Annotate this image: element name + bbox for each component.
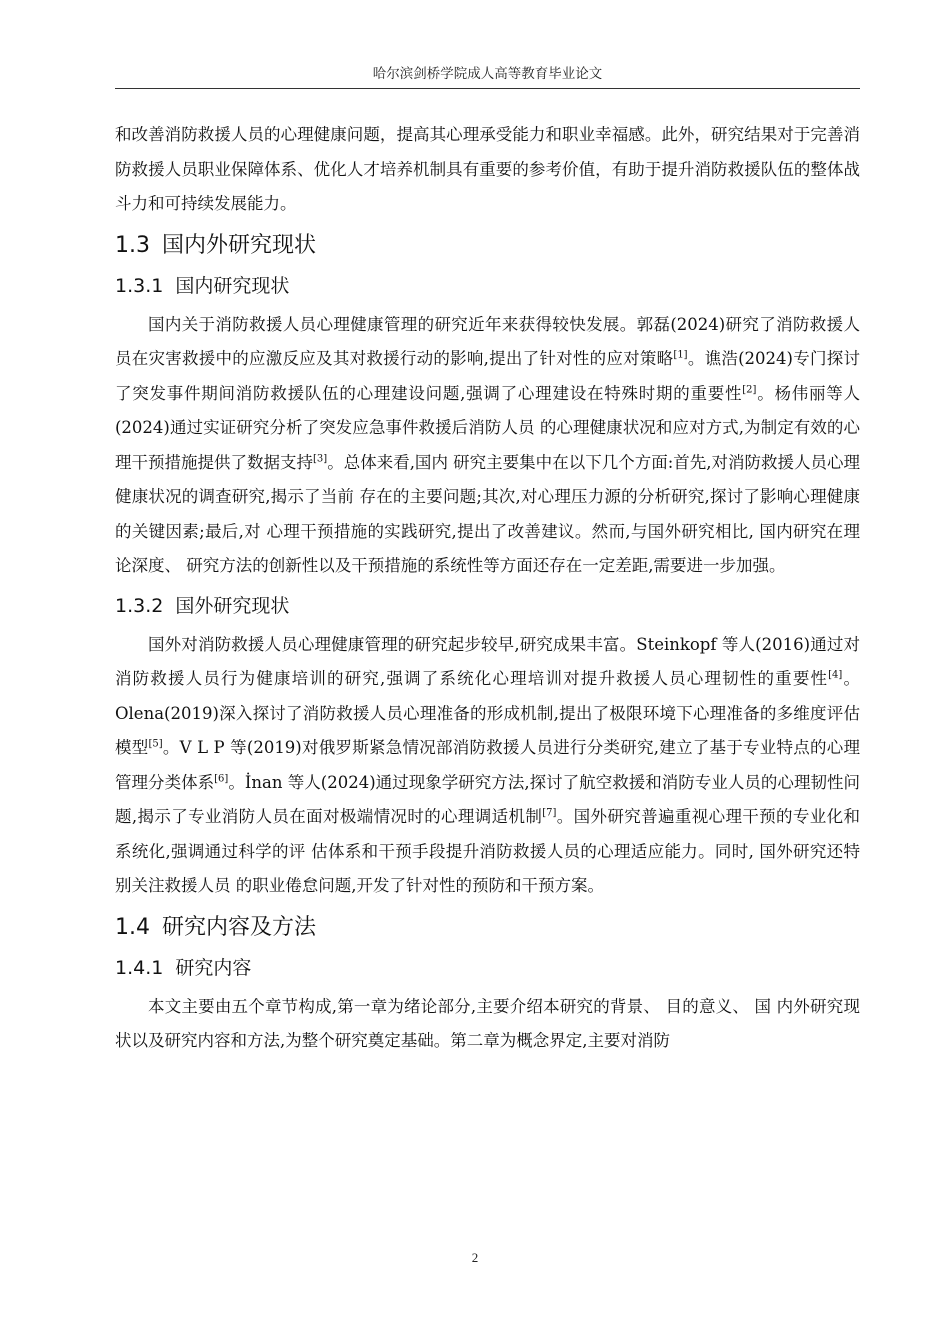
text-run: 。V L P 等(2019)对俄罗斯紧急情况部消防救援人员进行分类研究,建立了基于专业特点的心理管理分类体系 [115,738,860,792]
citation-ref: [1] [673,349,688,361]
section-title: 国内外研究现状 [162,232,317,258]
page-header: 哈尔滨剑桥学院成人高等教育毕业论文 [115,62,860,89]
page-content [115,118,860,1059]
section-heading-1-3 [115,228,860,264]
subsection-number: 1.4.1 [115,956,164,979]
section-number: 1.4 [115,914,150,940]
citation-ref: [7] [542,807,557,819]
citation-ref: [5] [148,738,163,750]
section-title: 研究内容及方法 [162,914,317,940]
subsection-heading-1-3-1 [115,268,860,304]
intro-paragraph: 和改善消防救援人员的心理健康问题，提高其心理承受能力和职业幸福感。此外，研究结果对于完善消防救援人员职业保障体系、优化人才培养机制具有重要的参考价值，有助于提升消防救援队伍的整体战斗力和可持续发展能力。 [115,125,860,213]
subsection-number: 1.3.1 [115,274,164,297]
section-number: 1.3 [115,232,150,258]
text-run: 。谯浩(2024)专门探讨了突发事件期间消防救援队伍的心理建设问题,强调了心理建设在特殊时期的重要性 [115,349,860,403]
subsection-heading-1-3-2 [115,588,860,624]
research-content-paragraph: 本文主要由五个章节构成,第一章为绪论部分,主要介绍本研究的背景、 目的意义、 国 内外研究现状以及研究内容和方法,为整个研究奠定基础。第二章为概念界定,主要对消防 [115,996,860,1050]
text-run: 。杨伟丽等人(2024)通过实证研究分析了突发应急事件救援后消防人员 的心理健康状况和应对方式,为制定有效的心理干预措施提供了数据支持 [115,383,860,472]
page-number: 2 [471,1250,479,1265]
text-run: 。İnan 等人(2024)通过现象学研究方法,探讨了航空救援和消防专业人员的心理韧性问题,揭示了专业消防人员在面对极端情况时的心理调适机制 [115,772,861,826]
subsection-title: 国外研究现状 [175,594,290,617]
text-run: 。总体来看,国内 研究主要集中在以下几个方面:首先,对消防救援人员心理健康状况的调查研究,揭示了当前 存在的主要问题;其次,对心理压力源的分析研究,探讨了影响心理健康的关键因素;最后,对 心理干预措施的实践研究,提出了改善建议。然而,与国外研究相比, 国内研究在理论深度、 研究方法的创新性以及干预措施的系统性等方面还存在一定差距,需要进一步加强。 [115,452,861,575]
subsection-heading-1-4-1 [115,950,860,986]
citation-ref: [2] [742,384,757,395]
citation-ref: [4] [828,669,843,681]
foreign-research-paragraph [115,628,860,904]
text-run: 国外对消防救援人员心理健康管理的研究起步较早,研究成果丰富。Steinkopf 等人(2016)通过对消防救援人员行为健康培训的研究,强调了系统化心理培训对提升救援人员心理韧性的重要性 [115,634,860,688]
text-run: 。Olena(2019)深入探讨了消防救援人员心理准备的形成机制,提出了极限环境下心理准备的多维度评估模型 [115,669,860,757]
subsection-title: 研究内容 [175,956,252,979]
text-run: 国内关于消防救援人员心理健康管理的研究近年来获得较快发展。郭磊(2024)研究了消防救援人员在灾害救援中的应激反应及其对救援行动的影响,提出了针对性的应对策略 [115,314,860,368]
section-heading-1-4 [115,910,860,946]
citation-ref: [6] [214,773,229,784]
domestic-research-paragraph [115,308,860,584]
citation-ref: [3] [313,453,328,464]
subsection-title: 国内研究现状 [175,274,290,297]
subsection-number: 1.3.2 [115,594,164,617]
text-run: 。国外研究普遍重视心理干预的专业化和系统化,强调通过科学的评 估体系和干预手段提升消防救援人员的心理适应能力。同时, 国外研究还特别关注救援人员 的职业倦怠问题,开发了针对性的预防和干预方案。 [115,807,860,895]
